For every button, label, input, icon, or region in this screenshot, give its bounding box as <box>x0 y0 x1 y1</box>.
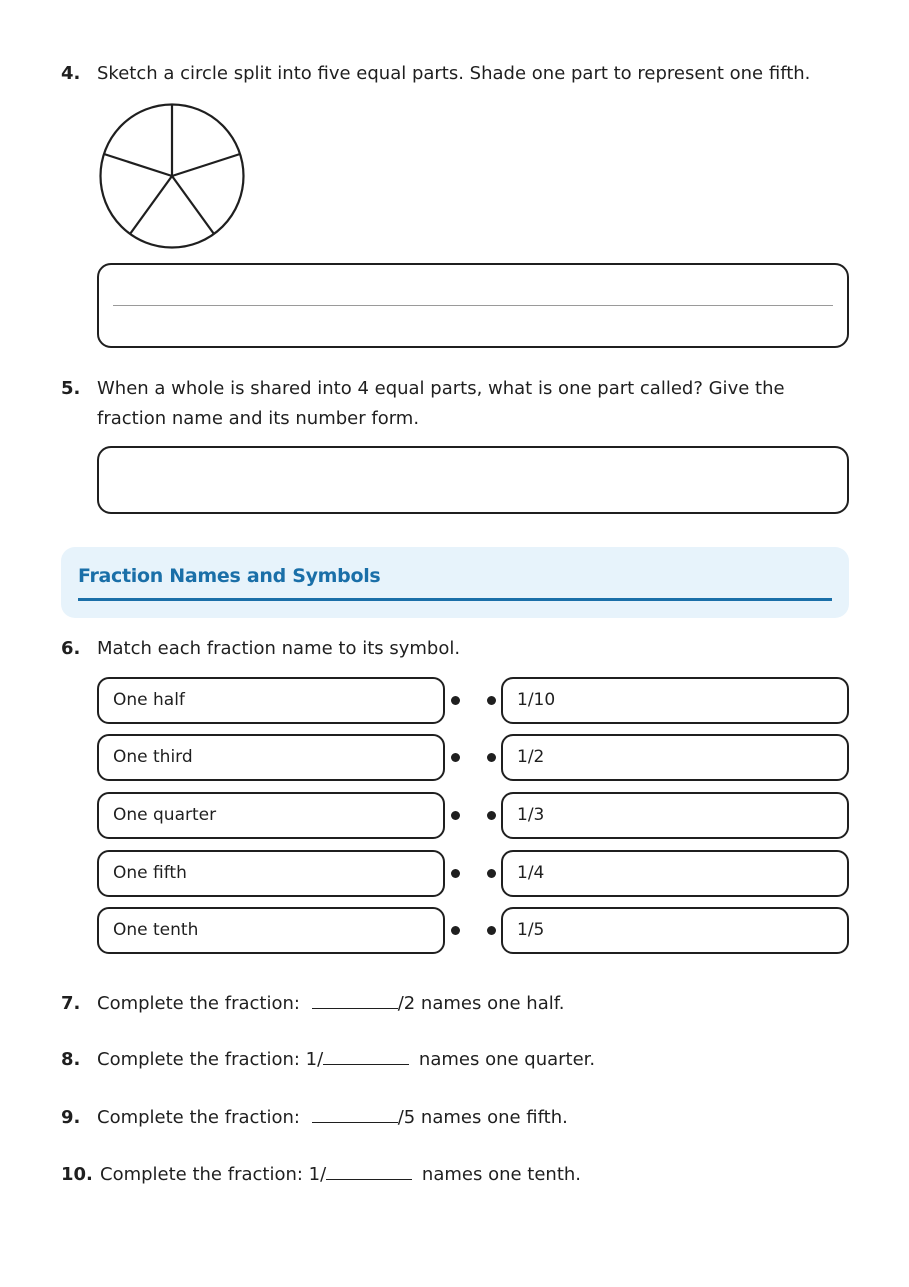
section-underline <box>78 598 832 601</box>
match-dot-right[interactable] <box>487 753 496 762</box>
question-number: 5. <box>61 378 81 399</box>
fraction-name-box[interactable]: One fifth <box>97 850 445 897</box>
fraction-name-box[interactable]: One half <box>97 677 445 724</box>
answer-blank[interactable] <box>326 1160 412 1180</box>
question-5 <box>61 374 851 434</box>
question-text-line-1: When a whole is shared into 4 equal parts, what is one part called? Give the <box>97 378 785 399</box>
match-dot-left[interactable] <box>451 926 460 935</box>
match-dot-right[interactable] <box>487 869 496 878</box>
question-number: 6. <box>61 638 81 659</box>
question-number: 9. <box>61 1107 81 1128</box>
question-10 <box>61 1160 851 1190</box>
match-dot-right[interactable] <box>487 696 496 705</box>
question-text: Sketch a circle split into five equal parts. Shade one part to represent one fifth. <box>97 63 811 84</box>
question-8 <box>61 1045 851 1075</box>
answer-blank[interactable] <box>323 1045 409 1065</box>
fraction-symbol-box[interactable]: 1/3 <box>501 792 849 839</box>
fraction-symbol-box[interactable]: 1/4 <box>501 850 849 897</box>
question-7 <box>61 989 851 1019</box>
question-number: 8. <box>61 1049 81 1070</box>
question-text: Match each fraction name to its symbol. <box>97 638 461 659</box>
question-text: Complete the fraction: <box>97 993 300 1014</box>
fraction-name-box[interactable]: One third <box>97 734 445 781</box>
fraction-symbol-box[interactable]: 1/5 <box>501 907 849 954</box>
question-text-suffix: names one quarter. <box>418 1049 596 1070</box>
question-text: Complete the fraction: 1/ <box>100 1164 327 1185</box>
question-text: Complete the fraction: 1/ <box>97 1049 324 1070</box>
question-number: 7. <box>61 993 81 1014</box>
section-header <box>61 547 849 618</box>
answer-blank[interactable] <box>312 1103 398 1123</box>
question-text: Complete the fraction: <box>97 1107 300 1128</box>
match-dot-left[interactable] <box>451 869 460 878</box>
question-9 <box>61 1103 851 1133</box>
section-title: Fraction Names and Symbols <box>78 565 381 587</box>
fraction-symbol-box[interactable]: 1/2 <box>501 734 849 781</box>
question-text-suffix: names one tenth. <box>421 1164 582 1185</box>
question-4 <box>61 59 851 89</box>
match-dot-right[interactable] <box>487 811 496 820</box>
match-dot-right[interactable] <box>487 926 496 935</box>
fraction-name-box[interactable]: One tenth <box>97 907 445 954</box>
match-dot-left[interactable] <box>451 696 460 705</box>
answer-box-q4[interactable] <box>97 263 849 348</box>
question-6 <box>61 634 851 664</box>
match-dot-left[interactable] <box>451 753 460 762</box>
writing-line <box>113 305 833 306</box>
answer-blank[interactable] <box>312 989 398 1009</box>
fraction-symbol-box[interactable]: 1/10 <box>501 677 849 724</box>
question-text-line-2: fraction name and its number form. <box>97 408 420 429</box>
question-number: 10. <box>61 1164 93 1185</box>
question-number: 4. <box>61 63 81 84</box>
question-text-suffix: /2 names one half. <box>397 993 565 1014</box>
pie-circle-five-parts[interactable] <box>97 102 247 252</box>
question-text-suffix: /5 names one fifth. <box>397 1107 568 1128</box>
answer-box-q5[interactable] <box>97 446 849 514</box>
fraction-name-box[interactable]: One quarter <box>97 792 445 839</box>
match-dot-left[interactable] <box>451 811 460 820</box>
